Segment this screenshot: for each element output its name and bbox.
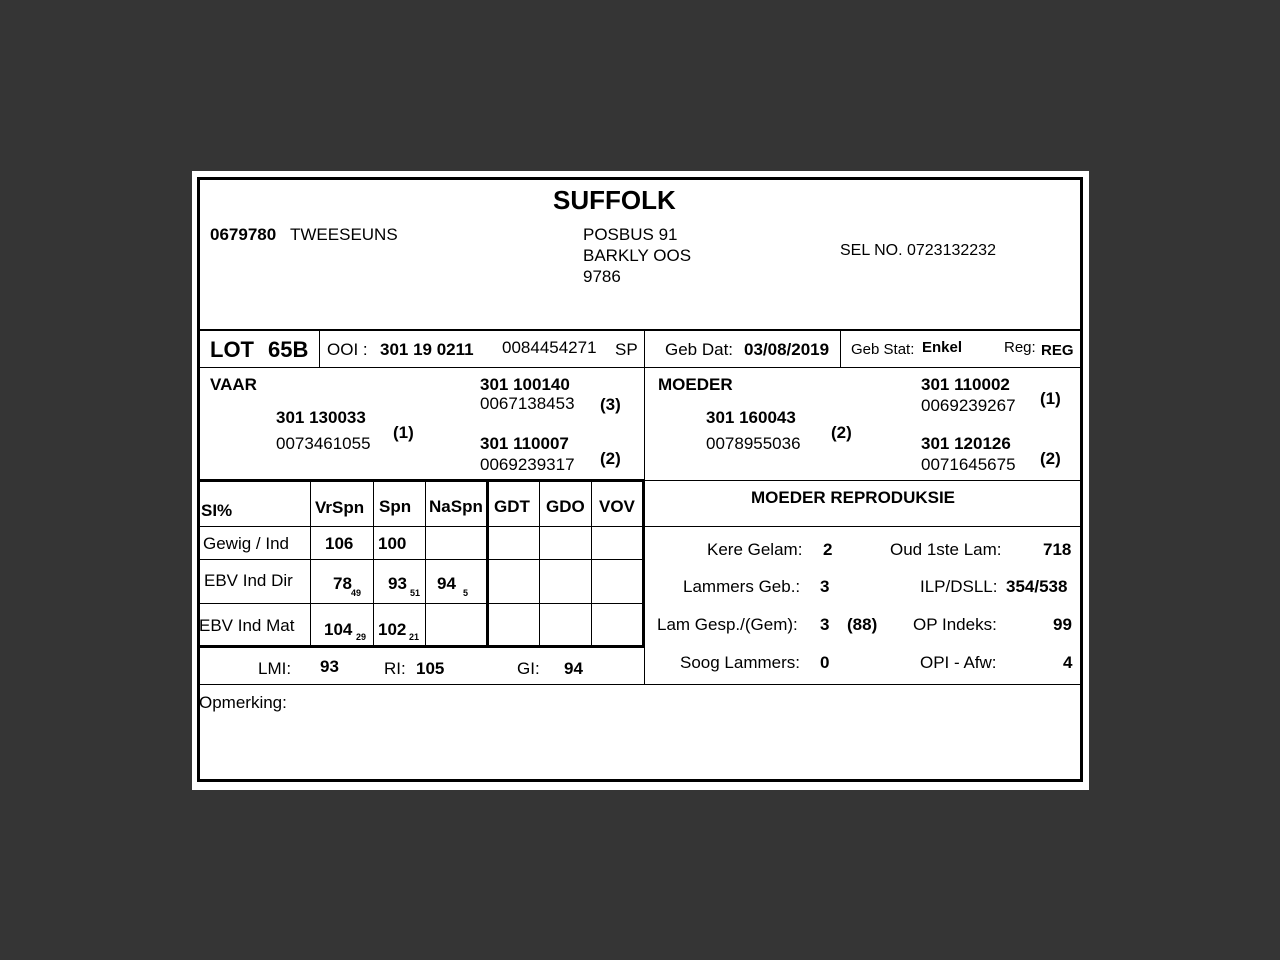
oud-1ste-lam-label: Oud 1ste Lam: [890, 540, 1002, 559]
moeder-main-grade: (2) [831, 423, 852, 442]
moeder-label: MOEDER [658, 375, 733, 394]
vaar-dam-grade: (2) [600, 449, 621, 468]
cell-vrspn: 104 [324, 620, 353, 639]
address-line: BARKLY OOS [583, 246, 692, 265]
cell-spn-accuracy: 51 [410, 588, 421, 598]
moeder-sire-grade: (1) [1040, 389, 1061, 408]
header-spn: Spn [379, 497, 412, 516]
cell-vrspn: 106 [325, 534, 354, 553]
divider [373, 481, 374, 647]
kere-gelam-value: 2 [823, 540, 833, 559]
geb-dat-value: 03/08/2019 [744, 340, 830, 359]
breed-title: SUFFOLK [553, 185, 676, 215]
cell-vrspn-accuracy: 29 [356, 632, 367, 642]
lot-value: 65B [268, 337, 309, 362]
ooi-number: 0084454271 [502, 338, 597, 357]
divider [200, 526, 644, 527]
address-line: 9786 [583, 267, 621, 286]
vaar-sire-grade: (3) [600, 395, 621, 414]
moeder-main-number: 0078955036 [706, 434, 801, 453]
reg-value: REG [1041, 342, 1074, 359]
divider [200, 329, 1080, 331]
remarks-label: Opmerking: [199, 693, 287, 712]
lammers-geb-value: 3 [820, 577, 830, 596]
header-vrspn: VrSpn [315, 498, 365, 517]
header-vov: VOV [599, 497, 635, 516]
divider [200, 479, 644, 482]
repro-title: MOEDER REPRODUKSIE [751, 488, 956, 507]
moeder-dam-grade: (2) [1040, 449, 1061, 468]
op-indeks-label: OP Indeks: [913, 615, 997, 634]
ri-label: RI: [384, 659, 406, 678]
header-naspn: NaSpn [429, 497, 483, 516]
lot-label: LOT [210, 337, 254, 362]
header-gdo: GDO [546, 497, 585, 516]
header-si: SI% [201, 501, 233, 520]
owner-name: TWEESEUNS [290, 225, 398, 244]
divider [319, 330, 320, 368]
soog-lammers-label: Soog Lammers: [680, 653, 800, 672]
vaar-label: VAAR [210, 375, 257, 394]
moeder-sire-id: 301 110002 [921, 375, 1010, 394]
gi-value: 94 [564, 659, 583, 678]
ooi-id: 301 19 0211 [380, 340, 474, 359]
divider [840, 330, 841, 368]
divider [539, 481, 540, 647]
cell-vrspn-accuracy: 49 [351, 588, 362, 598]
geb-stat-value: Enkel [922, 339, 963, 356]
vaar-dam-id: 301 110007 [480, 434, 569, 453]
divider [310, 481, 311, 647]
row-label: EBV Ind Dir [204, 571, 293, 590]
ooi-suffix: SP [615, 340, 638, 359]
vaar-main-id: 301 130033 [276, 408, 366, 427]
lammers-geb-label: Lammers Geb.: [683, 577, 801, 596]
row-label: Gewig / Ind [203, 534, 289, 553]
row-label: EBV Ind Mat [199, 616, 295, 635]
cell-spn-accuracy: 21 [409, 632, 420, 642]
soog-lammers-value: 0 [820, 653, 830, 672]
vaar-sire-number: 0067138453 [480, 394, 575, 413]
vaar-main-number: 0073461055 [276, 434, 371, 453]
vaar-dam-number: 0069239317 [480, 455, 575, 474]
divider [642, 481, 645, 647]
opi-afw-label: OPI - Afw: [920, 653, 997, 672]
sel-no: SEL NO. 0723132232 [840, 242, 996, 259]
lam-gesp-average: (88) [847, 615, 878, 634]
divider [200, 603, 644, 604]
cell-vrspn: 78 [333, 574, 352, 593]
op-indeks-value: 99 [1053, 615, 1072, 634]
ilp-dsll-label: ILP/DSLL: [920, 577, 998, 596]
moeder-dam-number: 0071645675 [921, 455, 1016, 474]
oud-1ste-lam-value: 718 [1043, 540, 1072, 559]
vaar-sire-id: 301 100140 [480, 375, 570, 394]
divider [200, 645, 644, 648]
divider [644, 526, 1080, 527]
header-gdt: GDT [494, 497, 530, 516]
moeder-sire-number: 0069239267 [921, 396, 1016, 415]
lmi-label: LMI: [258, 659, 292, 678]
ilp-dsll-value: 354/538 [1006, 577, 1068, 596]
divider [200, 559, 644, 560]
divider [644, 480, 1080, 481]
ooi-label: OOI : [327, 340, 368, 359]
cell-spn: 93 [388, 574, 407, 593]
lam-gesp-label: Lam Gesp./(Gem): [657, 615, 798, 634]
cell-spn: 100 [378, 534, 407, 553]
divider [486, 481, 489, 647]
geb-stat-label: Geb Stat: [851, 341, 915, 358]
divider [200, 684, 1080, 685]
cell-naspn: 94 [437, 574, 456, 593]
moeder-main-id: 301 160043 [706, 408, 796, 427]
opi-afw-value: 4 [1063, 653, 1073, 672]
reg-label: Reg: [1004, 339, 1036, 356]
owner-code: 0679780 [210, 225, 277, 244]
vaar-main-grade: (1) [393, 423, 414, 442]
cell-naspn-accuracy: 5 [463, 588, 469, 598]
kere-gelam-label: Kere Gelam: [707, 540, 803, 559]
divider [425, 481, 426, 647]
lam-gesp-value: 3 [820, 615, 830, 634]
gi-label: GI: [517, 659, 540, 678]
divider [200, 367, 1080, 368]
address-line: POSBUS 91 [583, 225, 678, 244]
moeder-dam-id: 301 120126 [921, 434, 1011, 453]
cell-spn: 102 [378, 620, 407, 639]
divider [591, 481, 592, 647]
ri-value: 105 [416, 659, 445, 678]
lmi-value: 93 [320, 657, 339, 676]
geb-dat-label: Geb Dat: [665, 340, 734, 359]
